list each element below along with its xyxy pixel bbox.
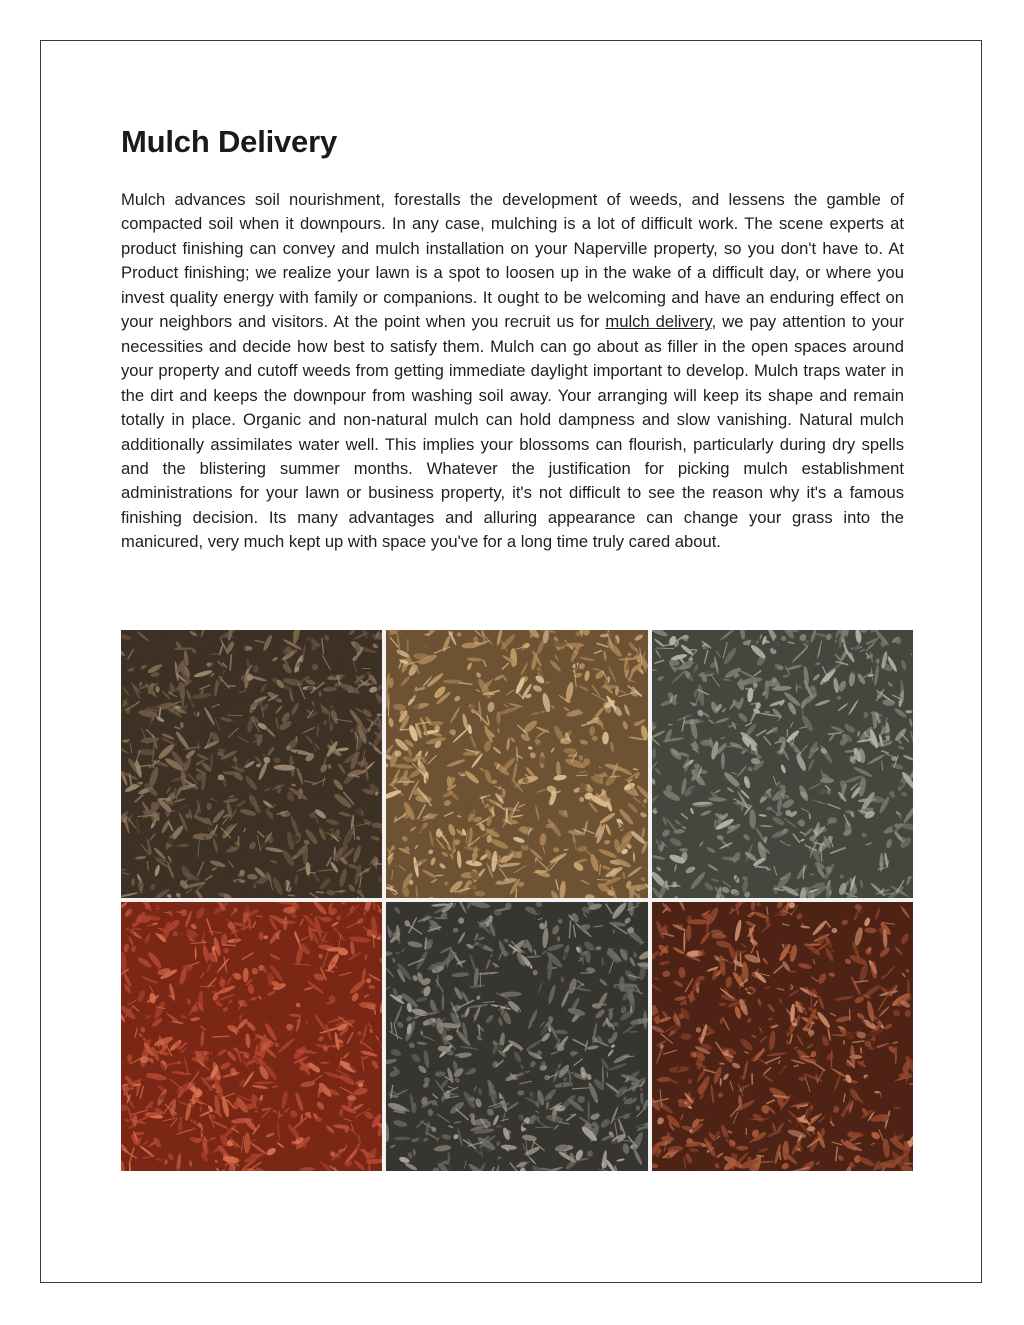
dark-gray-mulch-photo [386,902,648,1171]
mulch-delivery-link[interactable]: mulch delivery [605,312,712,332]
natural-tan-mulch-photo [386,630,648,898]
mulch-tile-6 [652,902,913,1171]
body-paragraph [121,188,904,555]
mulch-tile-3 [652,630,913,898]
brown-mulch-photo [121,630,382,898]
paragraph-text-start: Mulch advances soil nourishment, forestalls the development of weeds, and lessens the gamble of compacted soil when it downpours. In any case, mulching is a lot of difficult work. The scene experts at product finishing can convey and mulch installation on your Naperville property, so you don't have to. At Product finishing; we realize your lawn is a spot to loosen up in the wake of a difficult day, or where you invest quality energy with family or companions. It ought to be welcoming and have an enduring effect on your neighbors and visitors. At the point when you recruit us for [121,190,904,332]
gray-mulch-photo [652,630,913,898]
mulch-tile-4 [121,902,382,1171]
paragraph-text-end: , we pay attention to your necessities and decide how best to satisfy them. Mulch can go about as filler in the open spaces around your property and cutoff weeds from getting immediate daylight important to develop. Mulch traps water in the dirt and keeps the downpour from washing soil away. Your arranging will keep its shape and remain totally in place. Organic and non-natural mulch can hold dampness and slow vanishing. Natural mulch additionally assimilates water well. This implies your blossoms can flourish, particularly during dry spells and the blistering summer months. Whatever the justification for picking mulch establishment administrations for your lawn or business property, it's not difficult to see the reason why it's a famous finishing decision. Its many advantages and alluring appearance can change your grass into the manicured, very much kept up with space you've for a long time truly cared about. [121,312,904,552]
mulch-tile-2 [386,630,648,898]
red-cedar-mulch-photo [652,902,913,1171]
red-mulch-photo [121,902,382,1171]
mulch-tile-5 [386,902,648,1171]
mulch-image-grid [121,630,913,1171]
mulch-tile-1 [121,630,382,898]
page-title: Mulch Delivery [121,124,338,159]
